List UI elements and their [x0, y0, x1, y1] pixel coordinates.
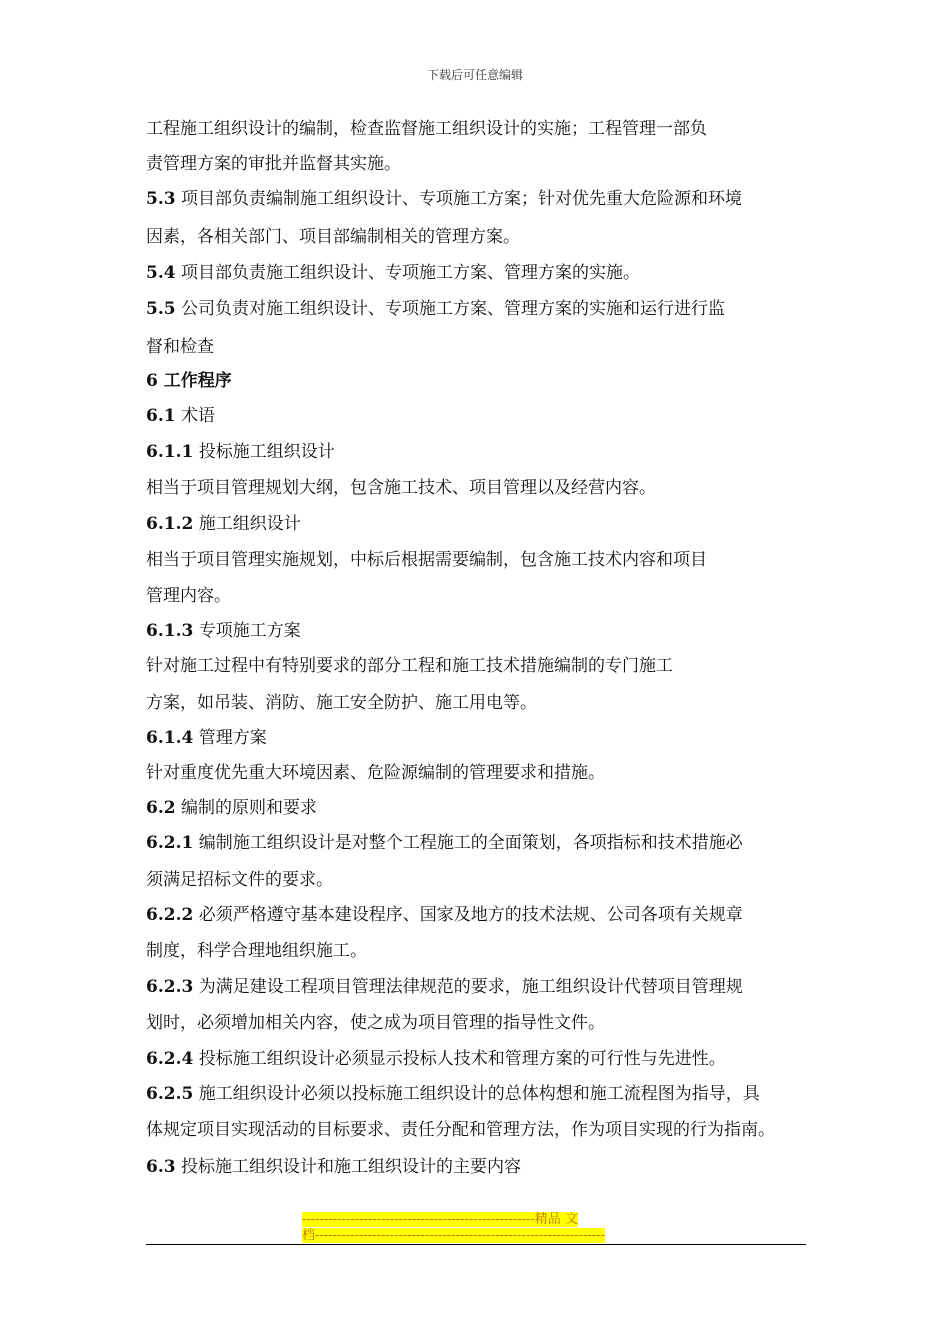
line-text: 制度，科学合理地组织施工。: [146, 941, 367, 961]
text-line: [146, 727, 267, 749]
text-line: [146, 477, 656, 499]
line-text: 投标施工组织设计和施工组织设计的主要内容: [175, 1157, 521, 1177]
text-line: [146, 655, 673, 677]
line-text: 督和检查: [146, 337, 214, 357]
page-header: 下载后可任意编辑: [426, 68, 523, 82]
line-text: 须满足招标文件的要求。: [146, 870, 333, 890]
text-line: [146, 620, 301, 642]
text-line: [146, 832, 743, 854]
line-text: 管理方案: [193, 728, 267, 748]
text-line: [146, 1119, 775, 1141]
text-line: [146, 336, 214, 358]
section-number: 6.1.2: [146, 514, 194, 534]
section-number: 6.3: [146, 1157, 176, 1177]
text-line: [146, 940, 367, 962]
text-line: [146, 692, 537, 714]
line-text: 体规定项目实现活动的目标要求、责任分配和管理方法，作为项目实现的行为指南。: [146, 1120, 775, 1140]
line-text: 项目部负责施工组织设计、专项施工方案、管理方案的实施。: [175, 263, 640, 283]
line-text: 施工组织设计: [193, 514, 301, 534]
line-text: 相当于项目管理规划大纲，包含施工技术、项目管理以及经营内容。: [146, 478, 656, 498]
line-text: 投标施工组织设计: [193, 442, 335, 462]
section-number: 6.2.2: [146, 905, 194, 925]
text-line: [146, 1083, 760, 1105]
line-text: 针对重度优先重大环境因素、危险源编制的管理要求和措施。: [146, 763, 605, 783]
section-number: 6.2.4: [146, 1049, 194, 1069]
footer-line-2: 档------------------------------------------------------------------: [302, 1228, 605, 1243]
text-line: [146, 298, 725, 320]
text-line: [146, 226, 520, 248]
line-text: 编制施工组织设计是对整个工程施工的全面策划，各项指标和技术措施必: [193, 833, 743, 853]
text-line: [146, 1048, 726, 1070]
line-text: 方案，如吊装、消防、施工安全防护、施工用电等。: [146, 693, 537, 713]
line-text: 项目部负责编制施工组织设计、专项施工方案；针对优先重大危险源和环境: [175, 189, 742, 209]
text-line: [146, 904, 743, 926]
line-text: 管理内容。: [146, 586, 231, 606]
line-text: 术语: [175, 406, 215, 426]
section-number: 6.2.1: [146, 833, 194, 853]
section-number: 6 工作程序: [146, 371, 232, 391]
line-text: 编制的原则和要求: [175, 798, 317, 818]
text-line: [146, 797, 317, 819]
text-line: [146, 585, 231, 607]
footer-line-1: -----------------------------------------------------精品 文: [302, 1212, 578, 1227]
text-line: [146, 513, 301, 535]
section-number: 5.3: [146, 189, 176, 209]
text-line: [146, 153, 401, 175]
line-text: 专项施工方案: [193, 621, 301, 641]
section-number: 6.2.3: [146, 977, 194, 997]
line-text: 相当于项目管理实施规划，中标后根据需要编制，包含施工技术内容和项目: [146, 550, 707, 570]
section-number: 6.1.3: [146, 621, 194, 641]
footer-rule: [146, 1244, 806, 1245]
line-text: 施工组织设计必须以投标施工组织设计的总体构想和施工流程图为指导，具: [193, 1084, 760, 1104]
line-text: 为满足建设工程项目管理法律规范的要求，施工组织设计代替项目管理规: [193, 977, 743, 997]
text-line: [146, 869, 333, 891]
text-line: [146, 188, 742, 210]
text-line: [146, 370, 232, 392]
line-text: 因素，各相关部门、项目部编制相关的管理方案。: [146, 227, 520, 247]
text-line: [146, 405, 215, 427]
line-text: 公司负责对施工组织设计、专项施工方案、管理方案的实施和运行进行监: [175, 299, 725, 319]
footer-watermark: [302, 1212, 648, 1244]
line-text: 必须严格遵守基本建设程序、国家及地方的技术法规、公司各项有关规章: [193, 905, 743, 925]
text-line: [146, 762, 605, 784]
text-line: [146, 262, 640, 284]
text-line: [146, 549, 707, 571]
section-number: 5.5: [146, 299, 176, 319]
section-number: 6.1.1: [146, 442, 194, 462]
line-text: 工程施工组织设计的编制，检查监督施工组织设计的实施；工程管理一部负: [146, 119, 707, 139]
section-number: 6.2.5: [146, 1084, 194, 1104]
line-text: 责管理方案的审批并监督其实施。: [146, 154, 401, 174]
text-line: [146, 1012, 605, 1034]
section-number: 6.1.4: [146, 728, 194, 748]
text-line: [146, 118, 707, 140]
section-number: 5.4: [146, 263, 176, 283]
section-number: 6.1: [146, 406, 176, 426]
section-number: 6.2: [146, 798, 176, 818]
line-text: 投标施工组织设计必须显示投标人技术和管理方案的可行性与先进性。: [193, 1049, 726, 1069]
text-line: [146, 976, 743, 998]
text-line: [146, 441, 335, 463]
line-text: 针对施工过程中有特别要求的部分工程和施工技术措施编制的专门施工: [146, 656, 673, 676]
line-text: 划时，必须增加相关内容，使之成为项目管理的指导性文件。: [146, 1013, 605, 1033]
text-line: [146, 1156, 521, 1178]
